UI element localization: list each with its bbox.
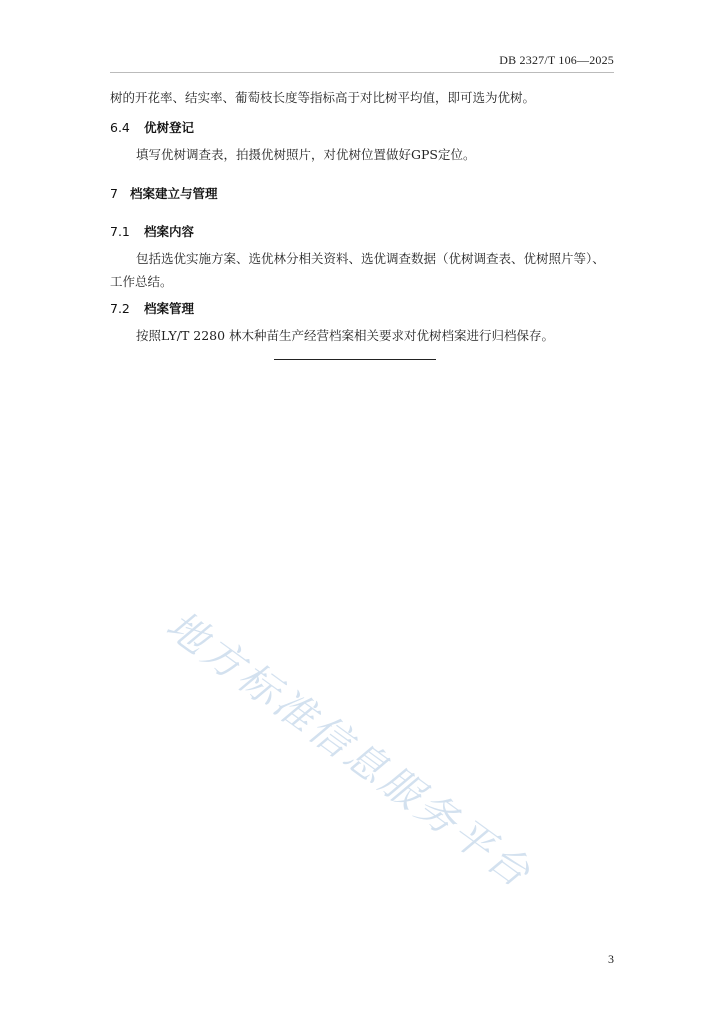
paragraph-archive-content: 包括选优实施方案、选优林分相关资料、选优调查数据（优树调查表、优树照片等）、工作总结。 xyxy=(110,251,605,289)
section-title: 档案内容 xyxy=(144,224,195,239)
section-heading-7 xyxy=(110,184,218,202)
paragraph-archive-management: 按照LY/T 2280 林木种苗生产经营档案相关要求对优树档案进行归档保存。 xyxy=(136,328,555,343)
header-divider xyxy=(110,72,614,73)
paragraph-continuation: 树的开花率、结实率、葡萄枝长度等指标高于对比树平均值，即可选为优树。 xyxy=(110,90,536,105)
section-heading-7-1 xyxy=(110,222,194,240)
section-heading-6-4 xyxy=(110,118,194,136)
section-title: 档案管理 xyxy=(144,301,195,316)
end-of-document-rule xyxy=(274,359,436,360)
page-number: 3 xyxy=(608,952,614,966)
paragraph-registration: 填写优树调查表，拍摄优树照片，对优树位置做好GPS定位。 xyxy=(136,147,476,162)
section-number: 6.4 xyxy=(110,120,130,135)
watermark: 地方标准信息服务平台 xyxy=(157,602,541,899)
section-title: 档案建立与管理 xyxy=(130,186,218,201)
section-number: 7.1 xyxy=(110,224,130,239)
standard-code: DB 2327/T 106—2025 xyxy=(499,53,614,67)
section-title: 优树登记 xyxy=(144,120,195,135)
section-number: 7 xyxy=(110,186,118,201)
section-heading-7-2 xyxy=(110,299,194,317)
section-number: 7.2 xyxy=(110,301,130,316)
